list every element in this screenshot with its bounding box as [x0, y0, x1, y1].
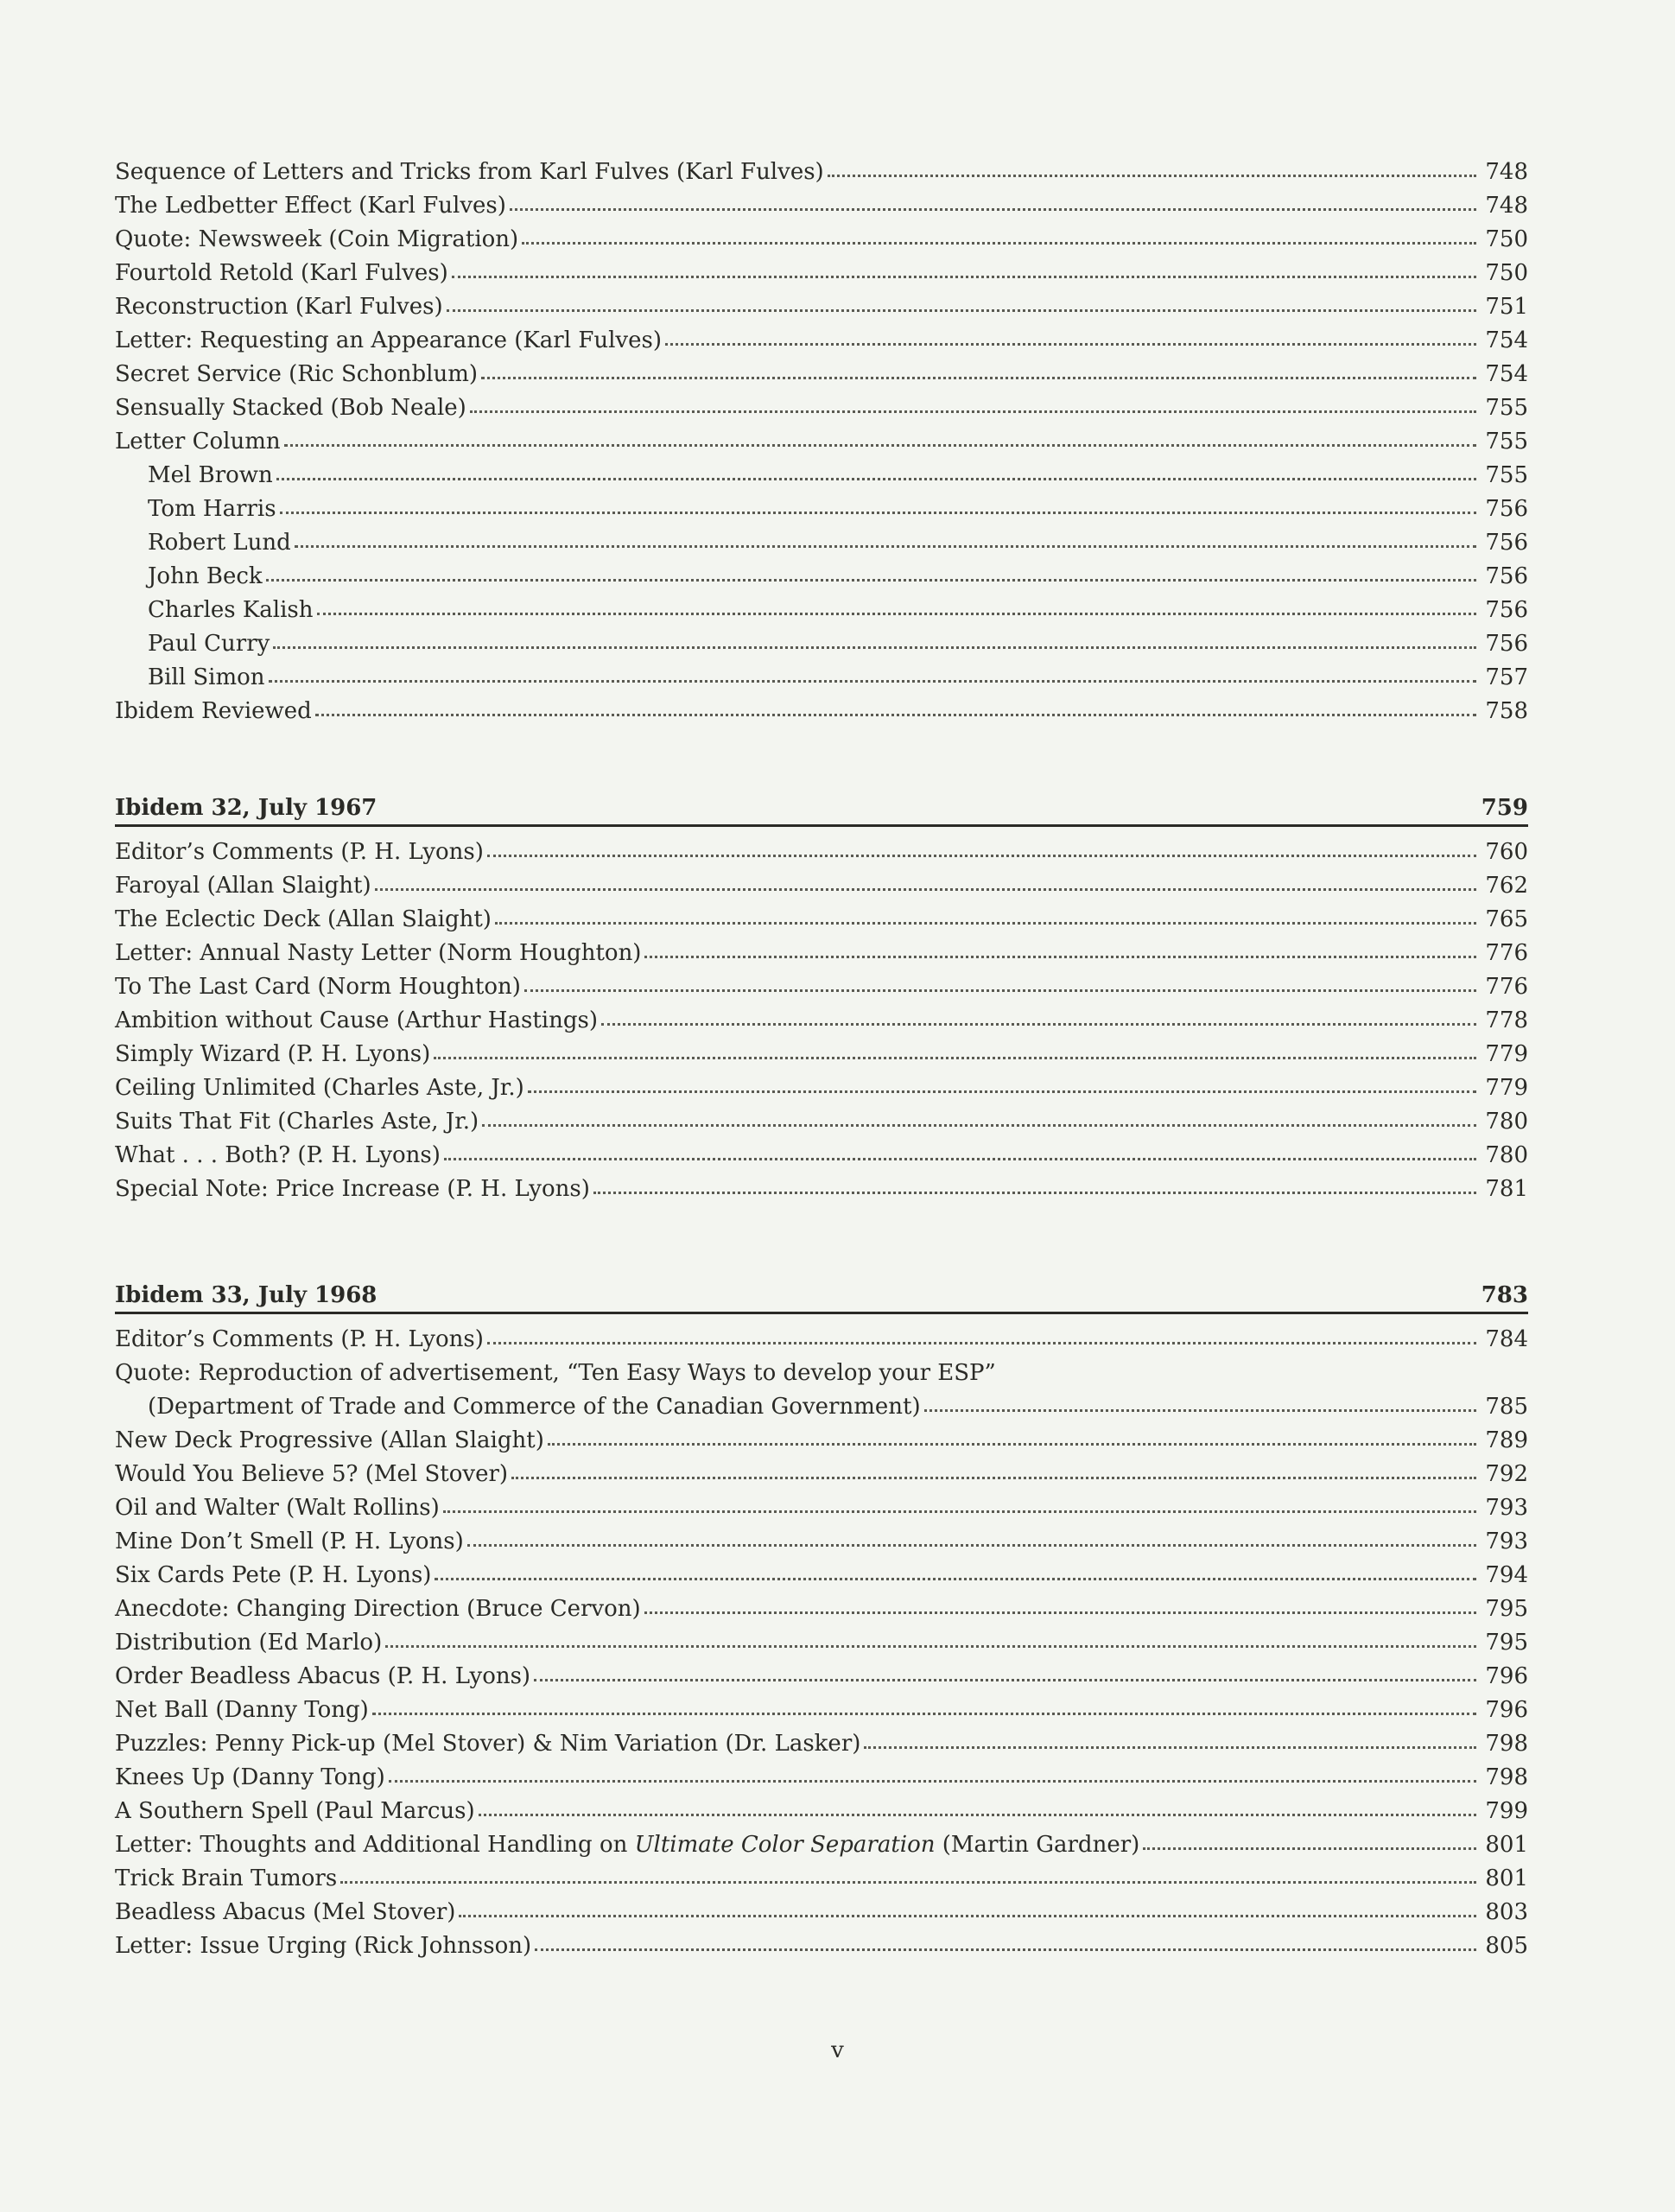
entry-title: Letter: Annual Nasty Letter (Norm Houghton) [115, 940, 642, 966]
entry-title: Bill Simon [148, 664, 265, 690]
entry-title: Puzzles: Penny Pick-up (Mel Stover) & Nim Variation (Dr. Lasker) [115, 1731, 861, 1757]
entry-title: Simply Wizard (P. H. Lyons) [115, 1041, 431, 1067]
entry-title-italic: Ultimate Color Separation [634, 1832, 936, 1858]
entry-title: Fourtold Retold (Karl Fulves) [115, 260, 448, 286]
toc-entry [115, 1929, 1528, 1963]
entry-page: 798 [1485, 1764, 1528, 1790]
toc-entry [115, 627, 1528, 661]
entry-title: A Southern Spell (Paul Marcus) [115, 1798, 475, 1824]
toc-entry [115, 1828, 1528, 1862]
entry-title-line-2: (Department of Trade and Commerce of the Canadian Government) [148, 1394, 921, 1420]
dot-leader [315, 714, 1476, 716]
dot-leader [317, 613, 1476, 615]
dot-leader [524, 989, 1476, 992]
dot-leader [444, 1158, 1476, 1160]
entry-page: 798 [1485, 1731, 1528, 1757]
dot-leader [644, 1611, 1476, 1614]
entry-page: 751 [1485, 294, 1528, 320]
toc-entry [115, 526, 1528, 560]
dot-leader [828, 175, 1476, 177]
dot-leader [434, 1057, 1476, 1059]
dot-leader [447, 309, 1476, 312]
toc-entry [115, 1559, 1528, 1592]
entry-list [115, 836, 1528, 1206]
dot-leader [864, 1746, 1476, 1749]
dot-leader [269, 680, 1477, 683]
dot-leader [528, 1090, 1476, 1093]
entry-title: The Eclectic Deck (Allan Slaight) [115, 906, 492, 932]
dot-leader [665, 343, 1476, 346]
section-heading-page: 759 [1481, 795, 1528, 821]
entry-page: 805 [1485, 1933, 1528, 1959]
dot-leader [593, 1192, 1476, 1194]
toc-entry [115, 1323, 1528, 1357]
toc-entry [115, 1458, 1528, 1491]
dot-leader [295, 545, 1476, 548]
toc-entry [115, 493, 1528, 526]
entry-page: 760 [1485, 839, 1528, 865]
dot-leader [459, 1915, 1476, 1917]
entry-page: 756 [1485, 496, 1528, 522]
entry-title: Faroyal (Allan Slaight) [115, 873, 371, 899]
entry-title: Anecdote: Changing Direction (Bruce Cervon) [115, 1596, 641, 1622]
section-heading [115, 1279, 1528, 1314]
entry-page: 754 [1485, 361, 1528, 387]
entry-title: Ibidem Reviewed [115, 698, 312, 724]
entry-title: The Ledbetter Effect (Karl Fulves) [115, 193, 506, 219]
entry-page: 750 [1485, 260, 1528, 286]
entry-title: Special Note: Price Increase (P. H. Lyons) [115, 1176, 590, 1202]
entry-title: Ceiling Unlimited (Charles Aste, Jr.) [115, 1075, 524, 1101]
toc-section-ibidem-32 [115, 791, 1528, 1206]
dot-leader [385, 1645, 1476, 1648]
toc-section-continued [115, 156, 1528, 728]
toc-entry [115, 459, 1528, 493]
entry-page: 756 [1485, 631, 1528, 657]
entry-title: Ambition without Cause (Arthur Hastings) [115, 1007, 598, 1033]
dot-leader [452, 276, 1476, 278]
entry-page: 757 [1485, 664, 1528, 690]
toc-entry [115, 1038, 1528, 1071]
entry-title: Quote: Newsweek (Coin Migration) [115, 226, 519, 252]
entry-page: 784 [1485, 1326, 1528, 1352]
entry-title: Paul Curry [148, 631, 270, 657]
entry-title: Letter: Requesting an Appearance (Karl Fulves) [115, 327, 662, 353]
entry-page: 765 [1485, 906, 1528, 932]
dot-leader [273, 646, 1476, 649]
dot-leader [435, 1578, 1476, 1580]
entry-title-suffix: (Martin Gardner) [935, 1832, 1140, 1858]
entry-page: 795 [1485, 1630, 1528, 1656]
entry-page: 748 [1485, 159, 1528, 185]
toc-section-ibidem-33 [115, 1279, 1528, 1963]
entry-page: 801 [1485, 1866, 1528, 1891]
entry-page: 755 [1485, 429, 1528, 454]
entry-title: New Deck Progressive (Allan Slaight) [115, 1427, 544, 1453]
toc-entry [115, 1004, 1528, 1038]
toc-entry [115, 1424, 1528, 1458]
toc-entry [115, 290, 1528, 324]
entry-title: What . . . Both? (P. H. Lyons) [115, 1142, 441, 1168]
dot-leader [487, 1342, 1476, 1344]
dot-leader [534, 1679, 1476, 1681]
toc-entry [115, 1761, 1528, 1795]
entry-title: Charles Kalish [148, 597, 314, 623]
dot-leader [470, 410, 1476, 413]
entry-page: 780 [1485, 1109, 1528, 1135]
section-heading-page: 783 [1481, 1282, 1528, 1308]
entry-title: Order Beadless Abacus (P. H. Lyons) [115, 1663, 531, 1689]
dot-leader [510, 208, 1476, 211]
entry-title: To The Last Card (Norm Houghton) [115, 974, 521, 1000]
toc-entry [115, 1390, 1528, 1424]
entry-page: 756 [1485, 597, 1528, 623]
entry-page: 794 [1485, 1562, 1528, 1588]
entry-page: 756 [1485, 563, 1528, 589]
toc-entry [115, 903, 1528, 937]
dot-leader [924, 1409, 1476, 1412]
entry-list [115, 1862, 1528, 1963]
toc-entry [115, 970, 1528, 1004]
toc-entry [115, 1071, 1528, 1105]
entry-page: 756 [1485, 530, 1528, 556]
toc-entry [115, 1660, 1528, 1694]
toc-entry [115, 1173, 1528, 1206]
entry-page: 748 [1485, 193, 1528, 219]
entry-list [115, 1424, 1528, 1828]
entry-title [115, 1828, 1139, 1862]
toc-entry [115, 1626, 1528, 1660]
entry-page: 795 [1485, 1596, 1528, 1622]
entry-title: Letter: Issue Urging (Rick Johnsson) [115, 1933, 532, 1959]
entry-page: 796 [1485, 1697, 1528, 1723]
entry-page: 796 [1485, 1663, 1528, 1689]
entry-page: 754 [1485, 327, 1528, 353]
entry-title: Six Cards Pete (P. H. Lyons) [115, 1562, 432, 1588]
entry-page: 779 [1485, 1041, 1528, 1067]
entry-title: Sequence of Letters and Tricks from Karl Fulves (Karl Fulves) [115, 159, 824, 185]
section-heading-title: Ibidem 32, July 1967 [115, 795, 378, 821]
entry-title: Knees Up (Danny Tong) [115, 1764, 385, 1790]
dot-leader [284, 444, 1476, 447]
dot-leader [522, 242, 1476, 245]
toc-entry [115, 869, 1528, 903]
toc-entry [115, 1592, 1528, 1626]
entry-title: Tom Harris [148, 496, 276, 522]
toc-entry [115, 1727, 1528, 1761]
dot-leader [644, 956, 1476, 958]
toc-entry [115, 257, 1528, 290]
entry-page: 780 [1485, 1142, 1528, 1168]
section-heading-title: Ibidem 33, July 1968 [115, 1282, 378, 1308]
dot-leader [372, 1713, 1476, 1715]
entry-title: Editor’s Comments (P. H. Lyons) [115, 1326, 484, 1352]
toc-entry [115, 661, 1528, 695]
toc-entry [115, 560, 1528, 594]
entry-title: Editor’s Comments (P. H. Lyons) [115, 839, 484, 865]
dot-leader [389, 1780, 1476, 1783]
toc-entry [115, 695, 1528, 728]
toc-entry [115, 156, 1528, 189]
entry-page: 778 [1485, 1007, 1528, 1033]
toc-entry [115, 189, 1528, 223]
dot-leader [482, 1124, 1476, 1127]
dot-leader [375, 888, 1476, 891]
toc-entry [115, 1139, 1528, 1173]
toc-entry [115, 358, 1528, 391]
entry-title: Mine Don’t Smell (P. H. Lyons) [115, 1529, 464, 1554]
entry-title: Net Ball (Danny Tong) [115, 1697, 369, 1723]
toc-entry [115, 223, 1528, 257]
entry-title: Trick Brain Tumors [115, 1866, 338, 1891]
entry-page: 793 [1485, 1529, 1528, 1554]
dot-leader [340, 1881, 1476, 1884]
toc-entry [115, 425, 1528, 459]
toc-entry [115, 594, 1528, 627]
entry-page: 803 [1485, 1899, 1528, 1925]
toc-entry [115, 1105, 1528, 1139]
toc-entry [115, 1896, 1528, 1929]
entry-page: 758 [1485, 698, 1528, 724]
toc-entry [115, 391, 1528, 425]
entry-title: Beadless Abacus (Mel Stover) [115, 1899, 456, 1925]
entry-page: 799 [1485, 1798, 1528, 1824]
entry-page: 789 [1485, 1427, 1528, 1453]
dot-leader [266, 579, 1476, 582]
page-folio: v [831, 2037, 844, 2063]
entry-title-prefix: Letter: Thoughts and Additional Handling on [115, 1832, 635, 1858]
entry-title: John Beck [148, 563, 263, 589]
toc-entry [115, 836, 1528, 869]
entry-page: 785 [1485, 1394, 1528, 1420]
entry-title: Secret Service (Ric Schonblum) [115, 361, 479, 387]
section-heading [115, 791, 1528, 827]
entry-title: Oil and Walter (Walt Rollins) [115, 1495, 440, 1521]
entry-title: Suits That Fit (Charles Aste, Jr.) [115, 1109, 479, 1135]
entry-page: 779 [1485, 1075, 1528, 1101]
entry-title: Distribution (Ed Marlo) [115, 1630, 383, 1656]
dot-leader [467, 1544, 1476, 1547]
dot-leader [601, 1023, 1476, 1026]
dot-leader [443, 1510, 1476, 1513]
dot-leader [276, 478, 1476, 480]
entry-page: 793 [1485, 1495, 1528, 1521]
entry-page: 801 [1485, 1832, 1528, 1858]
dot-leader [1143, 1847, 1476, 1850]
dot-leader [280, 512, 1476, 514]
entry-title: Reconstruction (Karl Fulves) [115, 294, 443, 320]
dot-leader [487, 855, 1476, 857]
entry-page: 755 [1485, 395, 1528, 421]
toc-entry [115, 324, 1528, 358]
toc-entry [115, 1694, 1528, 1727]
entry-page: 781 [1485, 1176, 1528, 1202]
toc-entry [115, 1795, 1528, 1828]
entry-title: Robert Lund [148, 530, 291, 556]
dot-leader [495, 922, 1476, 925]
entry-page: 750 [1485, 226, 1528, 252]
dot-leader [548, 1443, 1476, 1446]
entry-page: 762 [1485, 873, 1528, 899]
dot-leader [481, 377, 1476, 379]
entry-title: Sensually Stacked (Bob Neale) [115, 395, 466, 421]
entry-title: Letter Column [115, 429, 281, 454]
dot-leader [479, 1814, 1476, 1816]
toc-entry [115, 937, 1528, 970]
entry-title: Mel Brown [148, 462, 273, 488]
entry-page: 776 [1485, 940, 1528, 966]
dot-leader [511, 1477, 1476, 1479]
entry-page: 776 [1485, 974, 1528, 1000]
entry-title: Would You Believe 5? (Mel Stover) [115, 1461, 509, 1487]
toc-entry [115, 1525, 1528, 1559]
toc-entry [115, 1491, 1528, 1525]
entry-page: 755 [1485, 462, 1528, 488]
entry-page: 792 [1485, 1461, 1528, 1487]
dot-leader [535, 1948, 1476, 1951]
toc-entry [115, 1862, 1528, 1896]
entry-title-line-1: Quote: Reproduction of advertisement, “Ten Easy Ways to develop your ESP” [115, 1360, 996, 1386]
